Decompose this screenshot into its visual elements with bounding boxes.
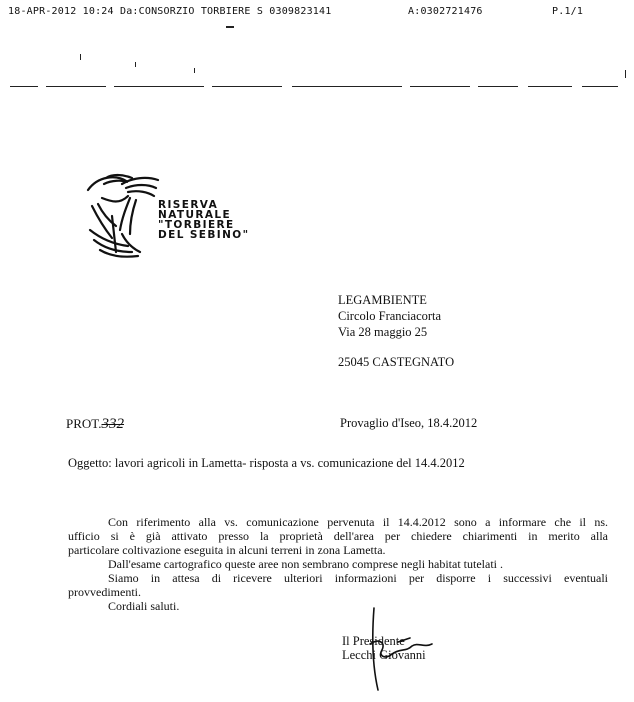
signature-name: Lecchi Giovanni [342, 648, 426, 662]
protocol-label: PROT. [66, 416, 102, 431]
body-paragraph-1-line-1: Con riferimento alla vs. comunicazione pervenuta il 14.4.2012 sono a informare che il ns. [108, 515, 608, 529]
logo-text [158, 200, 249, 240]
recipient-circle: Circolo Franciacorta [338, 309, 442, 323]
body-paragraph-1-line-2: ufficio si è già attivato presso la proprietà dell'area per chiedere chiarimenti in merito alla [68, 529, 608, 543]
fax-header-recipient: A:0302721476 [408, 6, 483, 17]
handwritten-signature [352, 604, 452, 694]
body-paragraph-1-line-3: particolare coltivazione eseguita in alcuni terreni in zona Lametta. [68, 543, 386, 557]
body-paragraph-2: Dall'esame cartografico queste aree non sembrano comprese negli habitat tutelati . [108, 557, 503, 571]
fax-page-number: P.1/1 [552, 6, 584, 17]
heron-logo-icon [82, 168, 164, 260]
body-paragraph-3-line-2: provvedimenti. [68, 585, 141, 599]
signature-title: Il Presidente [342, 634, 405, 648]
subject-line: Oggetto: lavori agricoli in Lametta- risposta a vs. comunicazione del 14.4.2012 [68, 456, 465, 470]
recipient-street: Via 28 maggio 25 [338, 325, 428, 339]
recipient-name: LEGAMBIENTE [338, 293, 427, 307]
fax-header-left: 18-APR-2012 10:24 Da:CONSORZIO TORBIERE S 0309823141 [8, 6, 332, 17]
logo-line-4: DEL SEBINO" [158, 229, 250, 241]
body-paragraph-3-line-1: Siamo in attesa di ricevere ulteriori informazioni per disporre i successivi eventuali [108, 571, 608, 585]
logo-line-1: RISERVA [158, 199, 219, 211]
logo-line-3: "TORBIERE [158, 219, 235, 231]
place-date: Provaglio d'Iseo, 18.4.2012 [340, 416, 478, 430]
recipient-city: 25045 CASTEGNATO [338, 355, 455, 369]
protocol-number: 332 [101, 416, 125, 432]
protocol-line [66, 416, 124, 433]
closing-greeting: Cordiali saluti. [108, 599, 180, 613]
logo-line-2: NATURALE [158, 209, 232, 221]
recipient-address [338, 292, 454, 370]
letter-body [68, 515, 608, 613]
